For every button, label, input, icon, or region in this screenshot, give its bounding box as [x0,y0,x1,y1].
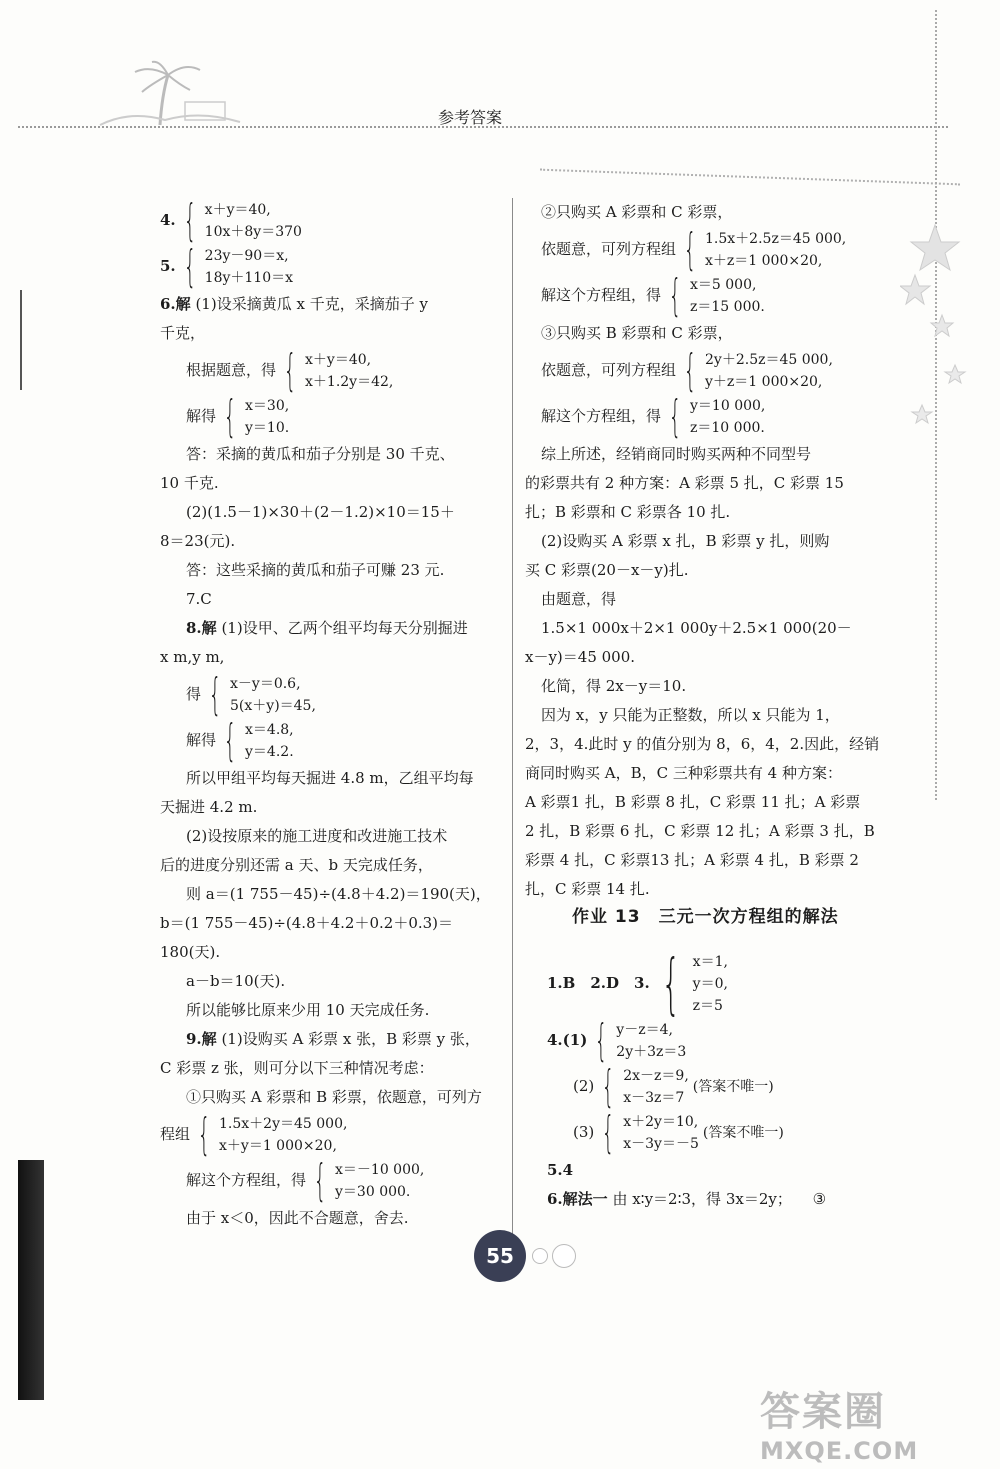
q8-system: 得 { x－y＝0.6, 5(x＋y)＝45, [186,669,316,720]
summary-line1: 综上所述，经销商同时购买两种不同型号 [541,445,812,463]
case3-system: 依题意，可列方程组 { 2y＋2.5z＝45 000, y＋z＝1 000×20, [541,345,833,396]
q6-line9: 答：这些采摘的黄瓜和茄子可赚 23 元. [186,561,445,579]
header-divider-secondary [540,169,960,186]
watermark-brand: 答案圈 [760,1389,886,1435]
faint-bleed-text [140,1335,148,1365]
part2-line6: 化简，得 2x－y＝10. [541,677,687,695]
part2-line5: x－y)＝45 000. [525,648,636,666]
palm-tree-decoration-icon [90,60,250,130]
s13-q1-3: 1.B 2.D 3. { x＝1, y＝0, z＝5 [547,945,728,1022]
watermark [760,1380,918,1465]
binding-edge [18,1160,44,1400]
q8-line13: 所以能够比原来少用 10 天完成任务. [186,1001,430,1019]
q8-line10: b＝(1 755－45)÷(4.8＋4.2＋0.2＋0.3)＝ [160,914,454,932]
page-number: 55 [474,1230,526,1282]
q9-line6: 由于 x＜0，因此不合题意，舍去. [186,1209,409,1227]
q6-line8: 8＝23(元). [160,532,236,550]
q8-line2: x m,y m, [160,648,225,666]
part2-line13: 扎，C 彩票 14 扎. [525,880,650,898]
part2-line10: A 彩票1 扎，B 彩票 8 扎，C 彩票 11 扎；A 彩票 [525,793,861,811]
summary-line2: 的彩票共有 2 种方案：A 彩票 5 扎，C 彩票 15 [525,474,844,492]
right-column [525,198,880,904]
watermark-url: MXQE.COM [760,1437,919,1465]
q9-line2: C 彩票 z 张，则可分以下三种情况考虑： [160,1059,434,1077]
page-header-title: 参考答案 [438,108,503,127]
case2-system: 依题意，可列方程组 { 1.5x＋2.5z＝45 000, x＋z＝1 000×20, [541,224,847,275]
q6-line7: (2)(1.5－1)×30＋(2－1.2)×10＝15＋ [186,503,455,521]
q6-solution: 解得 { x＝30, y＝10. [186,391,290,442]
part2-line8: 2，3，4.此时 y 的值分别为 8，6，4，2.因此，经销 [525,735,880,753]
q9-system: 程组 { 1.5x＋2y＝45 000, x＋y＝1 000×20, [160,1109,348,1160]
q8-line7: (2)设按原来的施工进度和改进施工技术 [186,827,448,845]
q8-line11: 180(天). [160,943,221,961]
q8-line8: 后的进度分别还需 a 天、b 天完成任务， [160,856,433,874]
q8-line9: 则 a＝(1 755－45)÷(4.8＋4.2)＝190(天)， [186,885,491,903]
q8-line6: 天掘进 4.2 m. [160,798,258,816]
section-title: 作业 13 三元一次方程组的解法 [572,907,839,927]
q6-line1: 6.解 (1)设采摘黄瓜 x 千克，采摘茄子 y [160,295,428,313]
q7-answer: 7.C [186,590,212,608]
q6-line6: 10 千克. [160,474,219,492]
q9-line3: ①只购买 A 彩票和 B 彩票，依题意，可列方 [186,1088,482,1106]
left-column [160,195,505,1233]
q5-answer: 5. { 23y－90＝x, 18y＋110＝x [160,241,294,292]
part2-line4: 1.5×1 000x＋2×1 000y＋2.5×1 000(20－ [541,619,852,637]
case2-line1: ②只购买 A 彩票和 C 彩票， [541,203,733,221]
q8-line5: 所以甲组平均每天掘进 4.8 m，乙组平均每 [186,769,474,787]
part2-line9: 商同时购买 A，B，C 三种彩票共有 4 种方案： [525,764,842,782]
page-dot-decoration [532,1248,548,1264]
q4-answer: 4. { x＋y＝40, 10x＋8y＝370 [160,195,302,246]
q9-line1: 9.解 (1)设购买 A 彩票 x 张，B 彩票 y 张， [186,1030,480,1048]
case3-line1: ③只购买 B 彩票和 C 彩票， [541,324,733,342]
part2-line3: 由题意，得 [541,590,617,608]
part2-line12: 彩票 4 扎，C 彩票13 扎；A 彩票 4 扎，B 彩票 2 [525,851,859,869]
q8-line12: a－b＝10(天). [186,972,286,990]
q8-solution: 解得 { x＝4.8, y＝4.2. [186,715,294,766]
case3-solution: 解这个方程组，得 { y＝10 000, z＝10 000. [541,391,766,442]
part2-line2: 买 C 彩票(20－x－y)扎. [525,561,689,579]
q8-line1: 8.解 (1)设甲、乙两个组平均每天分别掘进 [186,619,468,637]
s13-q4-1: 4.(1) { y－z＝4, 2y＋3z＝3 [547,1015,687,1066]
binding-mark [20,290,22,390]
stars-decoration-icon [900,220,970,450]
q6-system: 根据题意，得 { x＋y＝40, x＋1.2y＝42, [186,345,394,396]
q6-line5: 答：采摘的黄瓜和茄子分别是 30 千克、 [186,445,455,463]
header-divider [18,126,948,128]
column-divider [512,198,513,1238]
s13-q5: 5.4 [547,1161,574,1179]
case2-solution: 解这个方程组，得 { x＝5 000, z＝15 000. [541,270,765,321]
page-dot-decoration [552,1244,576,1268]
s13-q4-2: (2) { 2x－z＝9, x－3z＝7 (答案不唯一) [573,1061,774,1112]
summary-line3: 扎；B 彩票和 C 彩票各 10 扎. [525,503,731,521]
section13-answers [547,945,892,1214]
q6-line2: 千克， [160,324,206,342]
part2-line7: 因为 x，y 只能为正整数，所以 x 只能为 1， [541,706,840,724]
s13-q6: 6.解法一 由 x∶y＝2∶3，得 3x＝2y； ③ [547,1190,827,1208]
q9-solution: 解这个方程组，得 { x＝－10 000, y＝30 000. [186,1155,425,1206]
part2-line1: (2)设购买 A 彩票 x 扎，B 彩票 y 扎，则购 [541,532,830,550]
part2-line11: 2 扎，B 彩票 6 扎，C 彩票 12 扎；A 彩票 3 扎，B [525,822,875,840]
s13-q4-3: (3) { x＋2y＝10, x－3y＝－5 (答案不唯一) [573,1107,784,1158]
